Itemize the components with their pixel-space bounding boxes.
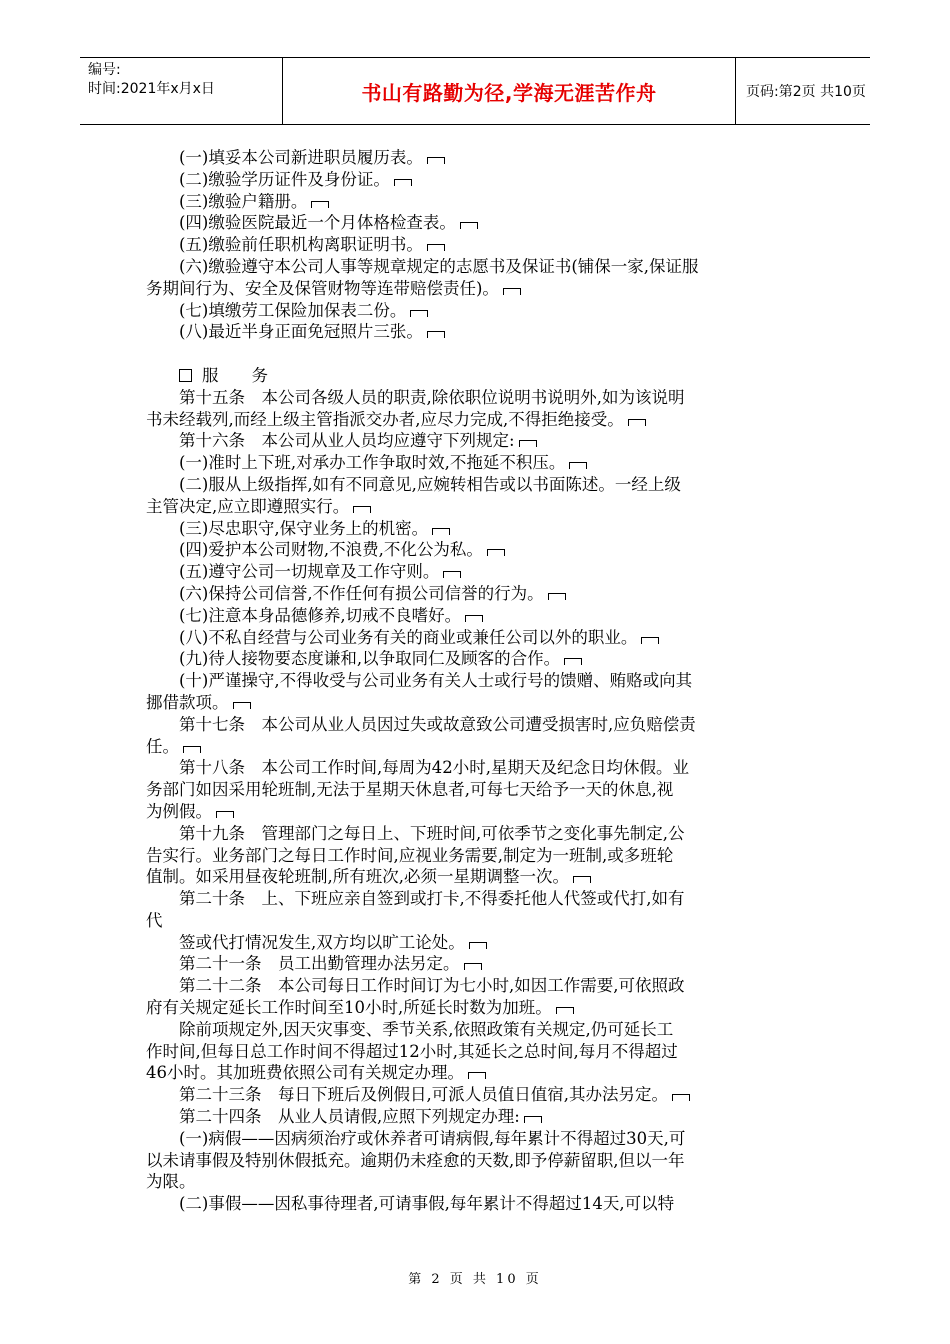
text-line: 主管决定,应立即遵照实行。 <box>146 496 811 518</box>
paragraph-mark-icon <box>487 549 505 556</box>
paragraph-mark-icon <box>460 222 478 229</box>
text-line: (二)服从上级指挥,如有不同意见,应婉转相告或以书面陈述。一经上级 <box>179 474 681 494</box>
paragraph-mark-icon <box>628 419 646 426</box>
motto: 书山有路勤为径,学海无涯苦作舟 <box>361 80 657 105</box>
paragraph-mark-icon <box>427 157 445 164</box>
text-line: 除前项规定外,因天灾事变、季节关系,依照政策有关规定,仍可延长工 <box>179 1019 674 1039</box>
text-line: 代 <box>146 910 163 930</box>
text-line: (三)缴验户籍册。 <box>146 191 811 213</box>
text-line: 第十八条 本公司工作时间,每周为42小时,星期天及纪念日均休假。业 <box>179 758 689 778</box>
text-line: 府有关规定延长工作时间至10小时,所延长时数为加班。 <box>146 997 811 1019</box>
paragraph-mark-icon <box>394 179 412 186</box>
text-line: 第二十三条 每日下班后及例假日,可派人员值日值宿,其办法另定。 <box>146 1084 811 1106</box>
paragraph-mark-icon <box>672 1094 690 1101</box>
text-line: (十)严谨操守,不得收受与公司业务有关人士或行号的馈赠、贿赂或向其 <box>179 671 693 691</box>
text-line: 务部门如因采用轮班制,无法于星期天休息者,可每七天给予一天的休息,视 <box>146 780 674 800</box>
paragraph-mark-icon <box>641 637 659 644</box>
text-line: (三)尽忠职守,保守业务上的机密。 <box>146 518 811 540</box>
text-line: (一)填妥本公司新进职员履历表。 <box>146 147 811 169</box>
text-line: 告实行。业务部门之每日工作时间,应视业务需要,制定为一班制,或多班轮 <box>146 845 674 865</box>
document-body <box>146 147 811 1215</box>
paragraph-mark-icon <box>464 963 482 970</box>
paragraph-mark-icon <box>427 331 445 338</box>
paragraph-mark-icon <box>564 658 582 665</box>
number-label: 编号: <box>88 62 121 78</box>
text-line: (二)缴验学历证件及身份证。 <box>146 169 811 191</box>
paragraph-mark-icon <box>556 1007 574 1014</box>
text-line: 46小时。其加班费依照公司有关规定办理。 <box>146 1062 811 1084</box>
text-line: (七)注意本身品德修养,切戒不良嗜好。 <box>146 605 811 627</box>
text-line: (九)待人接物要态度谦和,以争取同仁及顾客的合作。 <box>146 648 811 670</box>
paragraph-mark-icon <box>353 506 371 513</box>
text-line: 第二十四条 从业人员请假,应照下列规定办理: <box>146 1106 811 1128</box>
blank-line <box>146 343 811 365</box>
text-line: (八)最近半身正面免冠照片三张。 <box>146 321 811 343</box>
paragraph-mark-icon <box>519 440 537 447</box>
text-line: (七)填缴劳工保险加保表二份。 <box>146 300 811 322</box>
text-line: 值制。如采用昼夜轮班制,所有班次,必须一星期调整一次。 <box>146 866 811 888</box>
square-bullet-icon <box>179 369 192 382</box>
text-line: 第十六条 本公司从业人员均应遵守下列规定: <box>146 430 811 452</box>
section-heading: 服 务 <box>146 365 811 387</box>
paragraph-mark-icon <box>524 1116 542 1123</box>
text-line: 为限。 <box>146 1172 196 1192</box>
time-label: 时间:2021年x月x日 <box>88 81 215 97</box>
text-line: 第二十二条 本公司每日工作时间订为七小时,如因工作需要,可依照政 <box>179 976 685 996</box>
header-motto-cell <box>282 58 736 124</box>
text-line: 第二十条 上、下班应亲自签到或打卡,不得委托他人代签或代打,如有 <box>179 889 685 909</box>
paragraph-mark-icon <box>427 244 445 251</box>
paragraph-mark-icon <box>311 201 329 208</box>
text-line: (五)遵守公司一切规章及工作守则。 <box>146 561 811 583</box>
text-line: 签或代打情况发生,双方均以旷工论处。 <box>146 932 811 954</box>
page-footer: 第 2 页 共 10 页 <box>408 1272 542 1287</box>
paragraph-mark-icon <box>573 876 591 883</box>
text-line: 第二十一条 员工出勤管理办法另定。 <box>146 953 811 975</box>
text-line: (五)缴验前任职机构离职证明书。 <box>146 234 811 256</box>
paragraph-mark-icon <box>468 1072 486 1079</box>
text-line: (一)病假——因病须治疗或休养者可请病假,每年累计不得超过30天,可 <box>179 1128 686 1148</box>
text-line: 挪借款项。 <box>146 692 811 714</box>
paragraph-mark-icon <box>410 310 428 317</box>
text-line: 第十七条 本公司从业人员因过失或故意致公司遭受损害时,应负赔偿责 <box>179 714 696 734</box>
paragraph-mark-icon <box>183 746 201 753</box>
text-line: (四)爱护本公司财物,不浪费,不化公为私。 <box>146 539 811 561</box>
text-line: (六)保持公司信誉,不作任何有损公司信誉的行为。 <box>146 583 811 605</box>
text-line: 以未请事假及特别休假抵充。逾期仍未痊愈的天数,即予停薪留职,但以一年 <box>146 1150 685 1170</box>
paragraph-mark-icon <box>443 571 461 578</box>
text-line: 为例假。 <box>146 801 811 823</box>
text-line: (八)不私自经营与公司业务有关的商业或兼任公司以外的职业。 <box>146 627 811 649</box>
text-line: (四)缴验医院最近一个月体格检查表。 <box>146 212 811 234</box>
paragraph-mark-icon <box>569 462 587 469</box>
text-line: 务期间行为、安全及保管财物等连带赔偿责任)。 <box>146 278 811 300</box>
text-line: 任。 <box>146 736 811 758</box>
text-line: 第十五条 本公司各级人员的职责,除依职位说明书说明外,如为该说明 <box>179 387 685 407</box>
text-line: (一)准时上下班,对承办工作争取时效,不拖延不积压。 <box>146 452 811 474</box>
text-line: (二)事假——因私事待理者,可请事假,每年累计不得超过14天,可以特 <box>179 1194 675 1214</box>
text-line: 第十九条 管理部门之每日上、下班时间,可依季节之变化事先制定,公 <box>179 823 685 843</box>
paragraph-mark-icon <box>469 942 487 949</box>
text-line: 书未经载列,而经上级主管指派交办者,应尽力完成,不得拒绝接受。 <box>146 409 811 431</box>
text-line: (六)缴验遵守本公司人事等规章规定的志愿书及保证书(铺保一家,保证服 <box>179 256 699 276</box>
paragraph-mark-icon <box>432 528 450 535</box>
header-meta <box>80 58 282 124</box>
paragraph-mark-icon <box>548 593 566 600</box>
page-info: 页码:第2页 共10页 <box>746 84 866 100</box>
header-page-info <box>734 58 870 124</box>
page-header <box>80 57 870 125</box>
paragraph-mark-icon <box>465 615 483 622</box>
paragraph-mark-icon <box>233 702 251 709</box>
paragraph-mark-icon <box>503 288 521 295</box>
text-line: 作时间,但每日总工作时间不得超过12小时,其延长之总时间,每月不得超过 <box>146 1041 678 1061</box>
paragraph-mark-icon <box>216 811 234 818</box>
